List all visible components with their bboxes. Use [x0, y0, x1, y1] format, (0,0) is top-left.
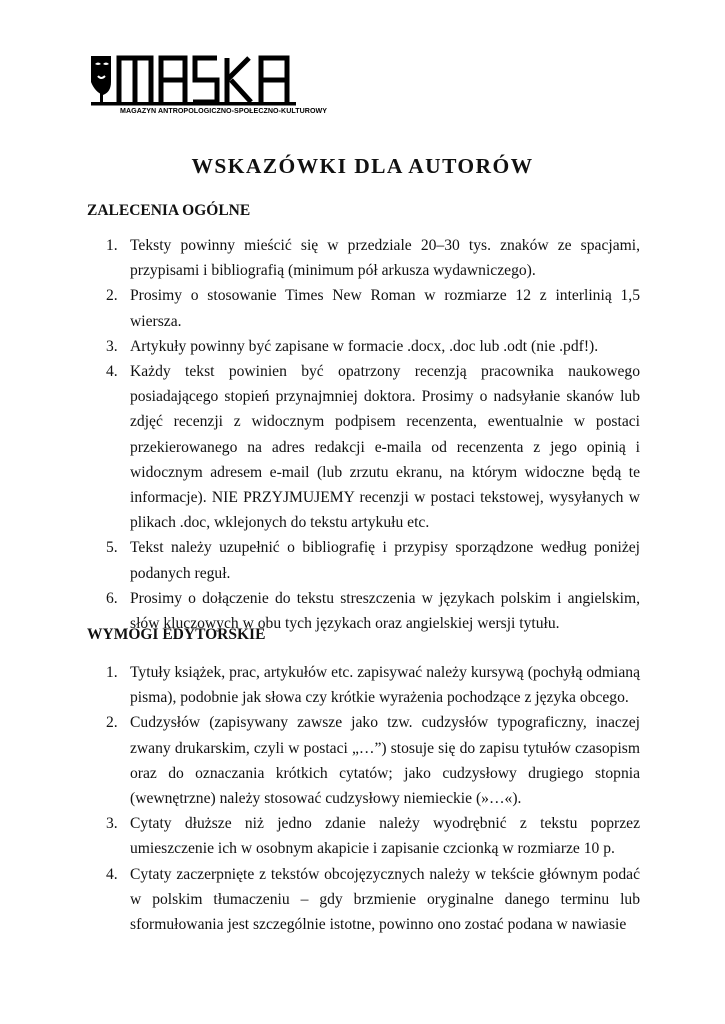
- list-item-text: Prosimy o dołączenie do tekstu streszczenia w językach polskim i angielskim, słów kluczowych w obu tych językach oraz angielskiej wersji tytułu.: [130, 589, 640, 633]
- list-item-number: 6.: [106, 589, 118, 607]
- list-item-text: Cytaty zaczerpnięte z tekstów obcojęzycznych należy w tekście głównym podać w polskim tłumaczeniu – gdy brzmienie oryginalne danego terminu lub sformułowania jest szczególnie istotne, powinno ono zostać podana w nawiasie: [130, 865, 640, 934]
- theatre-mask-icon: [91, 56, 111, 104]
- section-heading-general: ZALECENIA OGÓLNE: [87, 202, 251, 219]
- list-item-number: 4.: [106, 363, 118, 381]
- page-title: WSKAZÓWKI DLA AUTORÓW: [191, 154, 534, 178]
- list-item-number: 3.: [106, 815, 118, 833]
- list-item-text: Tytuły książek, prac, artykułów etc. zapisywać należy kursywą (pochyłą odmianą pisma), podobnie jak słowa czy krótkie wyrażenia pochodzące z języka obcego.: [130, 664, 640, 707]
- logo-subtitle: MAGAZYN ANTROPOLOGICZNO-SPOŁECZNO-KULTUROWY: [120, 107, 328, 115]
- list-item-text: Prosimy o stosowanie Times New Roman w rozmiarze 12 z interlinią 1,5 wiersza.: [130, 287, 640, 330]
- list-item: [87, 660, 640, 710]
- list-item-text: Artykuły powinny być zapisane w formacie .docx, .doc lub .odt (nie .pdf!).: [130, 337, 599, 355]
- list-item-text: Tekst należy uzupełnić o bibliografię i przypisy sporządzone według poniżej podanych reguł.: [130, 539, 640, 582]
- list-item: [87, 359, 640, 535]
- list-item-number: 4.: [106, 865, 118, 883]
- section-heading-editorial: WYMOGI EDYTORSKIE: [87, 626, 266, 643]
- maska-logo: [89, 52, 328, 120]
- list-item: [87, 710, 640, 811]
- list-item: [87, 334, 640, 359]
- list-item-text: Cudzysłów (zapisywany zawsze jako tzw. cudzysłów typograficzny, inaczej zwany drukarskim, czyli w postaci „…”) stosuje się do zapisu tytułów czasopism oraz do oznaczania krótkich cytatów; jako cudzysłowy drugiego stopnia (wewnętrzne) należy stosować cudzysłowy niemieckie (»…«).: [130, 714, 640, 808]
- list-item-text: Każdy tekst powinien być opatrzony recenzją pracownika naukowego posiadającego stopień przynajmniej doktora. Prosimy o nadsyłanie skanów lub zdjęć recenzji z widocznym podpisem recenzenta, ewentualnie w postaci przekierowanego na adres redakcji e-maila od recenzenta z jego opinią i widocznym adresem e-mail (lub zrzutu ekranu, na którym widoczne będą te informacje). NIE PRZYJMUJEMY recenzji w postaci tekstowej, wysyłanych w plikach .doc, wklejonych do tekstu artykułu etc.: [130, 363, 640, 532]
- list-item: [87, 535, 640, 585]
- list-item-number: 2.: [106, 287, 118, 305]
- list-item-number: 2.: [106, 714, 118, 732]
- list-item: [87, 283, 640, 333]
- list-item: [87, 862, 640, 938]
- general-recommendations-list: [87, 233, 640, 636]
- list-item: [87, 811, 640, 861]
- list-item-text: Cytaty dłuższe niż jedno zdanie należy wyodrębnić z tekstu poprzez umieszczenie ich w osobnym akapicie i zapisanie czcionką w rozmiarze 10 p.: [130, 815, 640, 858]
- maska-wordmark-graphic: [89, 52, 299, 108]
- list-item-number: 5.: [106, 539, 118, 557]
- list-item-number: 1.: [106, 664, 118, 681]
- list-item-number: 1.: [106, 237, 118, 254]
- list-item: [87, 233, 640, 283]
- list-item-text: Teksty powinny mieścić się w przedziale 20–30 tys. znaków ze spacjami, przypisami i bibliografią (minimum pół arkusza wydawniczego).: [130, 237, 640, 280]
- list-item-number: 3.: [106, 337, 118, 355]
- editorial-requirements-list: [87, 660, 640, 937]
